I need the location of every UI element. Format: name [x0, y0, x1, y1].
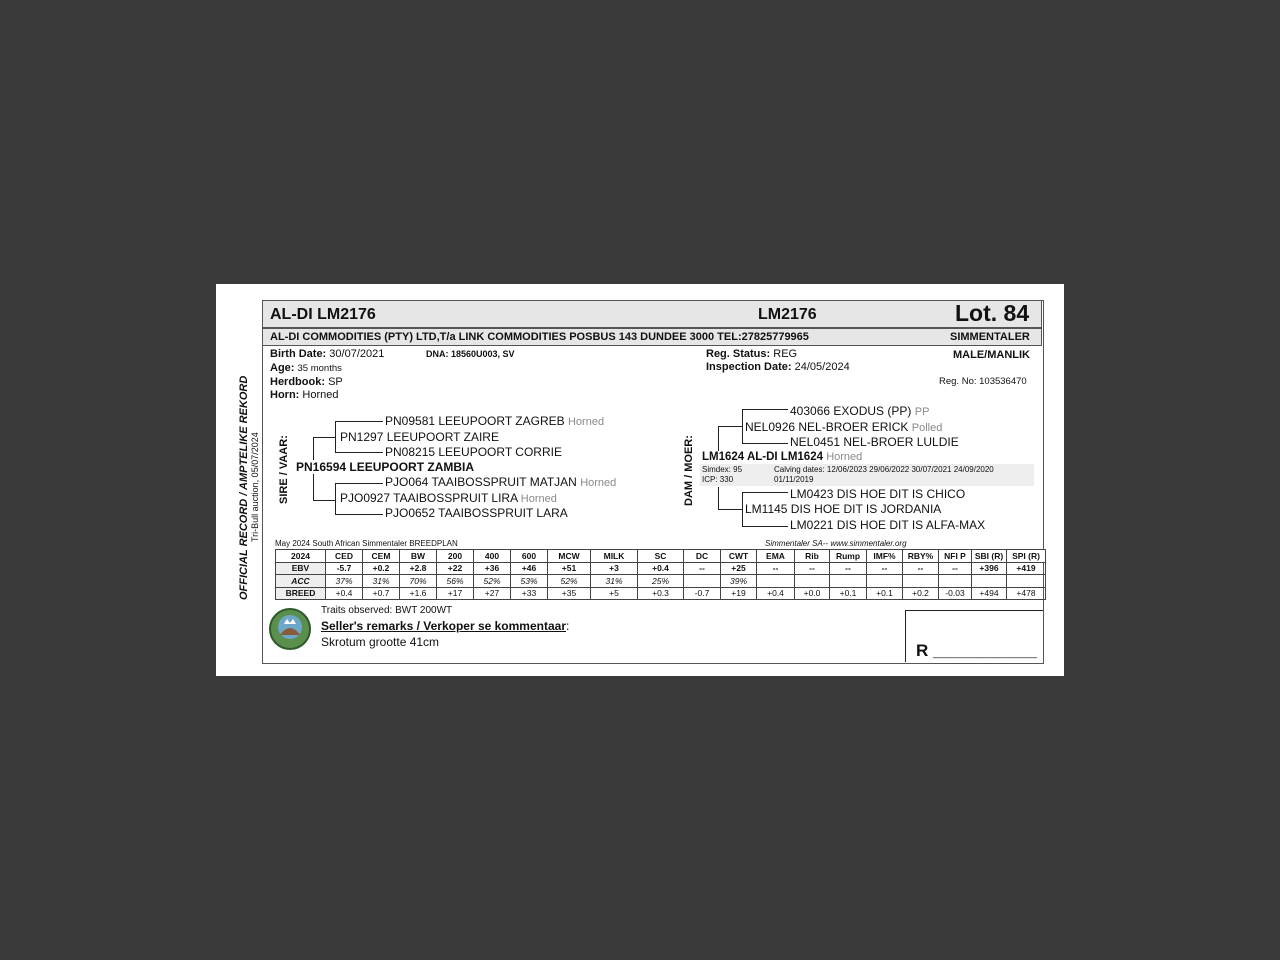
ebv-cell: -0.03: [939, 587, 972, 600]
dna: DNA: 18560U003, SV: [426, 349, 515, 359]
ebv-cell: 31%: [591, 575, 638, 588]
ebv-cell: [972, 575, 1007, 588]
ebv-cell: [1007, 575, 1046, 588]
sex: MALE/MANLIK: [953, 349, 1030, 361]
ebv-cell: +0.1: [867, 587, 903, 600]
ebv-row: [276, 587, 1046, 600]
official-record-label: OFFICIAL RECORD / AMPTELIKE REKORD: [238, 375, 250, 600]
ebv-header-cell: SPI (R): [1007, 550, 1046, 563]
ebv-cell: [903, 575, 939, 588]
ebv-cell: --: [903, 562, 939, 575]
ebv-row-label: BREED: [276, 587, 326, 600]
ebv-cell: +36: [474, 562, 511, 575]
ebv-cell: +0.4: [638, 562, 684, 575]
ebv-cell: 52%: [548, 575, 591, 588]
dam-dam-sire: LM0423 DIS HOE DIT IS CHICO: [790, 487, 966, 501]
ebv-header-cell: NFI P: [939, 550, 972, 563]
ebv-cell: --: [684, 562, 721, 575]
ebv-cell: [939, 575, 972, 588]
inspection-date: Inspection Date: 24/05/2024: [706, 361, 850, 373]
reg-number: Reg. No: 103536470: [939, 376, 1027, 387]
ebv-header-cell: SC: [638, 550, 684, 563]
ebv-cell: +0.2: [363, 562, 400, 575]
ebv-cell: +478: [1007, 587, 1046, 600]
ebv-cell: -5.7: [326, 562, 363, 575]
sire-sire: PN1297 LEEUPOORT ZAIRE: [340, 430, 499, 444]
ebv-header-cell: MILK: [591, 550, 638, 563]
breedplan-title: May 2024 South African Simmentaler BREEDPLAN: [275, 539, 458, 548]
ebv-header-cell: 600: [511, 550, 548, 563]
ebv-header-cell: DC: [684, 550, 721, 563]
ebv-header-cell: EMA: [757, 550, 795, 563]
sire-dam: PJO0927 TAAIBOSSPRUIT LIRA Horned: [340, 491, 557, 505]
ebv-cell: +2.8: [400, 562, 437, 575]
ebv-cell: +22: [437, 562, 474, 575]
dam-dam: LM1145 DIS HOE DIT IS JORDANIA: [745, 502, 942, 516]
calving-dates-2: 01/11/2019: [774, 475, 814, 484]
ebv-cell: +419: [1007, 562, 1046, 575]
animal-name: AL-DI LM2176: [270, 306, 376, 323]
ebv-header-cell: MCW: [548, 550, 591, 563]
animal-id: LM2176: [758, 306, 817, 323]
birth-date: Birth Date: 30/07/2021: [270, 348, 385, 360]
owner-line: AL-DI COMMODITIES (PTY) LTD,T/a LINK COMMODITIES POSBUS 143 DUNDEE 3000 TEL:27825779965: [270, 331, 809, 343]
ebv-cell: 70%: [400, 575, 437, 588]
dam-name: LM1624 AL-DI LM1624 Horned: [702, 451, 863, 463]
sire-name: PN16594 LEEUPOORT ZAMBIA: [296, 460, 475, 474]
ebv-cell: --: [757, 562, 795, 575]
ebv-cell: [684, 575, 721, 588]
dam-sire: NEL0926 NEL-BROER ERICK Polled: [745, 420, 943, 434]
horn-status: Horn: Horned: [270, 389, 339, 401]
ebv-cell: +0.1: [830, 587, 867, 600]
ebv-cell: +0.3: [638, 587, 684, 600]
ebv-cell: +46: [511, 562, 548, 575]
ebv-header-cell: Rump: [830, 550, 867, 563]
ebv-cell: +0.0: [795, 587, 830, 600]
ebv-cell: [830, 575, 867, 588]
seller-remarks-title: Seller's remarks / Verkoper se kommentaar:: [321, 619, 570, 633]
ebv-cell: 37%: [326, 575, 363, 588]
breedplan-source: Simmentaler SA-- www.simmentaler.org: [765, 539, 907, 548]
ebv-header-cell: SBI (R): [972, 550, 1007, 563]
traits-observed: Traits observed: BWT 200WT: [321, 605, 453, 616]
ebv-cell: [795, 575, 830, 588]
ebv-cell: [867, 575, 903, 588]
ebv-header-cell: BW: [400, 550, 437, 563]
dam-bracket: [718, 426, 719, 451]
ebv-header-cell: CEM: [363, 550, 400, 563]
sire-dam-dam: PJO0652 TAAIBOSSPRUIT LARA: [385, 506, 568, 520]
ebv-table: [275, 549, 1046, 600]
dam-sire-dam: NEL0451 NEL-BROER LULDIE: [790, 435, 959, 449]
ebv-cell: +5: [591, 587, 638, 600]
ebv-cell: +1.6: [400, 587, 437, 600]
ebv-cell: 31%: [363, 575, 400, 588]
sire-dam-sire: PJO064 TAAIBOSSPRUIT MATJAN Horned: [385, 475, 617, 489]
icp: ICP: 330: [702, 475, 734, 484]
title-bar: [262, 300, 1042, 328]
ebv-cell: 52%: [474, 575, 511, 588]
ebv-header-cell: CED: [326, 550, 363, 563]
ebv-cell: +51: [548, 562, 591, 575]
herdbook: Herdbook: SP: [270, 376, 343, 388]
ebv-cell: +3: [591, 562, 638, 575]
ebv-row-label: EBV: [276, 562, 326, 575]
sire-sire-dam: PN08215 LEEUPOORT CORRIE: [385, 445, 562, 459]
ebv-row: [276, 575, 1046, 588]
ebv-cell: +19: [721, 587, 757, 600]
ebv-header-cell: 2024: [276, 550, 326, 563]
lot-number: Lot. 84: [955, 300, 1030, 326]
footer-divider: [905, 610, 1043, 611]
seller-remarks: Skrotum grootte 41cm: [321, 635, 440, 649]
ebv-header-cell: 400: [474, 550, 511, 563]
ebv-cell: --: [939, 562, 972, 575]
ebv-cell: +396: [972, 562, 1007, 575]
ebv-header-cell: CWT: [721, 550, 757, 563]
breed: SIMMENTALER: [950, 331, 1030, 343]
ebv-cell: 39%: [721, 575, 757, 588]
ebv-cell: +494: [972, 587, 1007, 600]
reg-status: Reg. Status: REG: [706, 348, 798, 360]
ebv-cell: +35: [548, 587, 591, 600]
ebv-cell: +0.2: [903, 587, 939, 600]
ebv-cell: +27: [474, 587, 511, 600]
lot-card: [216, 284, 1064, 676]
ebv-cell: +0.4: [757, 587, 795, 600]
ebv-cell: +0.7: [363, 587, 400, 600]
age: Age: 35 months: [270, 362, 342, 374]
ebv-cell: [757, 575, 795, 588]
dam-label: DAM / MOER:: [683, 435, 695, 506]
dam-sire-sire: 403066 EXODUS (PP) PP: [790, 404, 930, 418]
ebv-header-cell: Rib: [795, 550, 830, 563]
ebv-header-cell: 200: [437, 550, 474, 563]
price-field: R ___________: [916, 641, 1038, 660]
dam-dam-dam: LM0221 DIS HOE DIT IS ALFA-MAX: [790, 518, 986, 532]
ebv-cell: 25%: [638, 575, 684, 588]
simdex: Simdex: 95: [702, 465, 743, 474]
simmentaler-logo: [268, 607, 312, 651]
sire-label: SIRE / VAAR:: [278, 435, 290, 504]
ebv-cell: +0.4: [326, 587, 363, 600]
ebv-row-label: ACC: [276, 575, 326, 588]
ebv-header-cell: IMF%: [867, 550, 903, 563]
ebv-cell: 53%: [511, 575, 548, 588]
ebv-cell: 56%: [437, 575, 474, 588]
ebv-cell: --: [867, 562, 903, 575]
calving-dates: Calving dates: 12/06/2023 29/06/2022 30/07/2021 24/09/2020: [774, 465, 994, 474]
ebv-cell: +17: [437, 587, 474, 600]
auction-label: Tri-Bull auction, 05/07/2024: [250, 432, 260, 542]
sire-sire-sire: PN09581 LEEUPOORT ZAGREB Horned: [385, 414, 605, 428]
ebv-cell: -0.7: [684, 587, 721, 600]
ebv-header-row: [276, 550, 1046, 563]
ebv-cell: +33: [511, 587, 548, 600]
ebv-cell: --: [830, 562, 867, 575]
ebv-cell: +25: [721, 562, 757, 575]
ebv-row: [276, 562, 1046, 575]
ebv-cell: --: [795, 562, 830, 575]
ebv-header-cell: RBY%: [903, 550, 939, 563]
